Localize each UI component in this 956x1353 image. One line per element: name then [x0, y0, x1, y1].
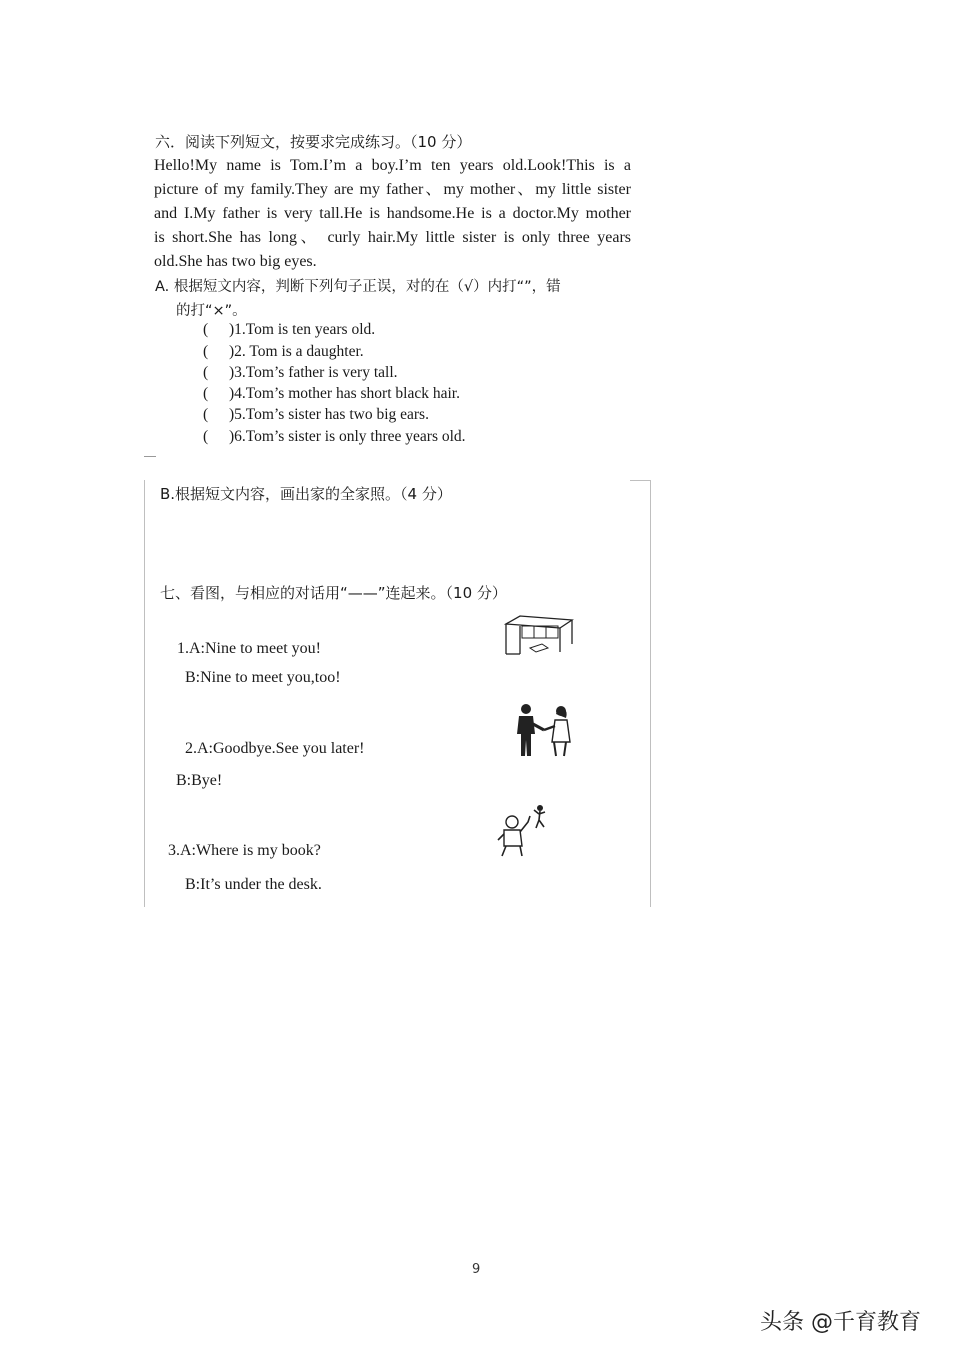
- frame-border-top: [630, 480, 651, 481]
- passage-line-1: Hello!My name is Tom.I’m a boy.I’m ten years old.Look!This is a: [154, 157, 631, 174]
- judgement-item: [203, 385, 460, 403]
- judgement-item: [203, 321, 375, 339]
- item-text: )6.Tom’s sister is only three years old.: [229, 428, 466, 445]
- dialog-1-b: B:Nine to meet you,too!: [185, 669, 341, 686]
- judgement-item: [203, 406, 429, 424]
- frame-border-left: [144, 480, 145, 907]
- section6-heading: 六．阅读下列短文，按要求完成练习。（10 分）: [155, 133, 472, 151]
- answer-blank[interactable]: (: [203, 364, 209, 381]
- item-text: )1.Tom is ten years old.: [229, 321, 376, 338]
- dialog-2-a: 2.A:Goodbye.See you later!: [185, 740, 365, 757]
- dialog-3-b: B:It’s under the desk.: [185, 876, 322, 893]
- watermark: 头条 @千育教育: [760, 1310, 921, 1335]
- answer-blank[interactable]: (: [203, 385, 209, 402]
- frame-border-right: [650, 480, 651, 907]
- judgement-item: [203, 343, 364, 361]
- dialog-1-a: 1.A:Nine to meet you!: [177, 640, 321, 657]
- item-text: )5.Tom’s sister has two big ears.: [229, 406, 429, 423]
- passage-line-3: and I.My father is very tall.He is handsome.He is a doctor.My mother: [154, 205, 631, 222]
- partA-instruction-line2: 的打“×”。: [176, 303, 247, 319]
- answer-blank[interactable]: (: [203, 321, 209, 338]
- answer-blank[interactable]: (: [203, 343, 209, 360]
- desk-picture[interactable]: [504, 614, 574, 660]
- partB-heading: B.根据短文内容，画出家的全家照。（4 分）: [160, 485, 452, 503]
- passage-line-2: picture of my family.They are my father、my mother、my little sister: [154, 181, 631, 198]
- item-text: )2. Tom is a daughter.: [229, 343, 364, 360]
- handshake-picture[interactable]: [514, 702, 574, 758]
- answer-blank[interactable]: (: [203, 428, 209, 445]
- divider: [144, 456, 156, 457]
- dialog-3-a: 3.A:Where is my book?: [168, 842, 321, 859]
- dialog-2-b: B:Bye!: [176, 772, 223, 789]
- partA-instruction-line1: A. 根据短文内容，判断下列句子正误，对的在（√）内打“”，错: [155, 279, 561, 295]
- waving-picture[interactable]: [494, 802, 554, 858]
- passage-line-5: old.She has two big eyes.: [154, 253, 317, 270]
- passage-line-4: is short.She has long、 curly hair.My little sister is only three years: [154, 229, 631, 246]
- section7-heading: 七、看图，与相应的对话用“——”连起来。（10 分）: [160, 584, 507, 602]
- judgement-item: [203, 428, 466, 446]
- page-number: 9: [472, 1262, 481, 1277]
- answer-blank[interactable]: (: [203, 406, 209, 423]
- judgement-item: [203, 364, 398, 382]
- item-text: )4.Tom’s mother has short black hair.: [229, 385, 460, 402]
- item-text: )3.Tom’s father is very tall.: [229, 364, 398, 381]
